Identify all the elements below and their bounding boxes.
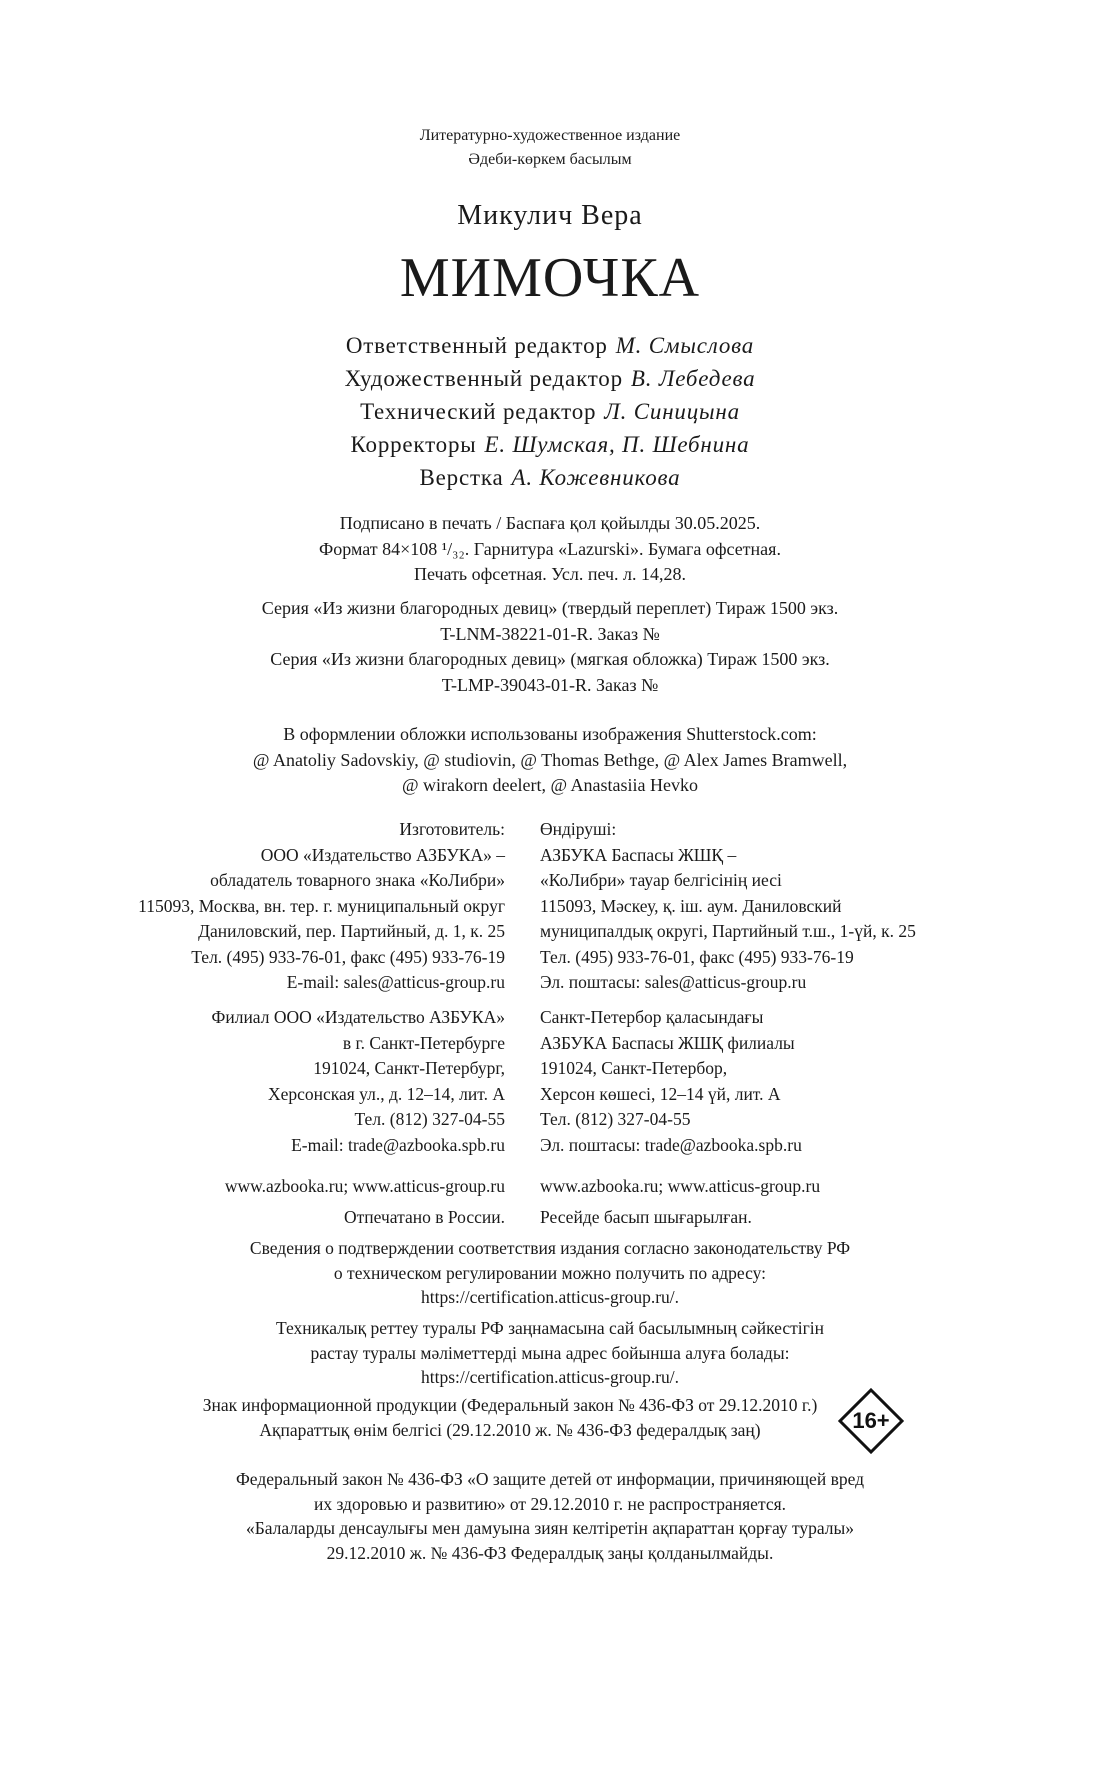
manufacturer-email: E-mail: sales@atticus-group.ru [286,972,505,992]
branch-line: Херсон көшесі, 12–14 үй, лит. А [540,1083,781,1104]
branch-email: E-mail: trade@azbooka.spb.ru [291,1134,505,1155]
law-notice-line: их здоровью и развитию» от 29.12.2010 г. не распространяется. [313,1493,787,1514]
credit-name: В. Лебедева [630,366,756,391]
book-title: МИМОЧКА [399,247,701,309]
manufacturer-line: Даниловский, пер. Партийный, д. 1, к. 25 [198,921,505,941]
manufacturer-line: ООО «Издательство АЗБУКА» – [260,844,505,865]
law-notice-line: «Балаларды денсаулығы мен дамуына зиян келтіретін ақпараттан қорғау туралы» [245,1518,855,1538]
credit-line [0,362,1100,395]
edition-type-kz: Әдеби-көркем басылым [468,151,632,168]
credit-line [0,395,1100,428]
websites-ru: www.azbooka.ru; www.atticus-group.ru [224,1176,505,1196]
credit-name: А. Кожевникова [511,465,681,490]
credit-role: Художественный редактор [344,366,623,391]
branch-line: в г. Санкт-Петербурге [342,1032,505,1053]
age-rating-badge [838,1388,904,1454]
series-line: Серия «Из жизни благородных девиц» (мягкая обложка) Тираж 1500 экз. [270,649,830,669]
format-line: Формат 84×108 ¹/₃₂. Гарнитура «Lazurski». Бумага офсетная. [319,538,781,559]
manufacturer-ru [138,817,505,996]
series-details [0,596,1100,698]
age-rating-kz: Ақпараттық өнім белгісі (29.12.2010 ж. № 436-ФЗ федералдық заң) [259,1419,761,1440]
manufacturer-line: обладатель товарного знака «КоЛибри» [210,870,505,890]
branch-line: 191024, Санкт-Петербор, [540,1058,728,1078]
law-notice [0,1467,1100,1565]
credit-role: Ответственный редактор [345,333,608,358]
manufacturer-line: 115093, Москва, вн. тер. г. муниципальный округ [138,895,505,916]
manufacturer-label: Өндіруші: [540,819,617,839]
printed-in-kz: Ресейде басып шығарылған. [540,1207,752,1227]
edition-type-ru: Литературно-художественное издание [419,127,681,144]
branch-ru [212,1005,505,1158]
author-name: Микулич Вера [457,200,643,231]
certification-kz [0,1316,1100,1390]
credit-role: Технический редактор [360,399,597,424]
credit-line [0,329,1100,362]
manufacturer-line: «КоЛибри» тауар белгісінің иесі [540,870,782,890]
law-notice-line: Федеральный закон № 436-ФЗ «О защите детей от информации, причиняющей вред [235,1469,865,1489]
branch-line: Филиал ООО «Издательство АЗБУКА» [211,1007,505,1027]
cover-credits-line: @ Anatoliy Sadovskiy, @ studiovin, @ Thomas Bethge, @ Alex James Bramwell, [252,749,848,770]
manufacturer-phone: Тел. (495) 933-76-01, факс (495) 933-76-19 [540,946,854,967]
credit-role: Верстка [419,465,504,490]
manufacturer-phone: Тел. (495) 933-76-01, факс (495) 933-76-19 [191,946,505,967]
print-details [0,511,1100,588]
credits [0,329,1100,494]
branch-phone: Тел. (812) 327-04-55 [540,1109,691,1129]
printed-in-ru: Отпечатано в России. [344,1207,505,1227]
credit-line [0,461,1100,494]
series-line: Серия «Из жизни благородных девиц» (твердый переплет) Тираж 1500 экз. [261,598,839,618]
manufacturer-line: 115093, Мәскеу, қ. іш. аум. Даниловский [540,895,842,916]
manufacturer-email: Эл. поштасы: sales@atticus-group.ru [540,972,807,992]
branch-email: Эл. поштасы: trade@azbooka.spb.ru [540,1134,802,1155]
series-code: T-LMP-39043-01-R. Заказ № [441,674,659,695]
branch-line: Херсонская ул., д. 12–14, лит. А [267,1083,505,1104]
age-rating-ru: Знак информационной продукции (Федеральный закон № 436-ФЗ от 29.12.2010 г.) [202,1395,818,1415]
certification-url: https://certification.atticus-group.ru/. [420,1287,680,1307]
websites-kz: www.azbooka.ru; www.atticus-group.ru [540,1176,821,1196]
credit-name: Е. Шумская, П. Шебнина [484,432,750,457]
credit-name: Л. Синицына [604,399,740,424]
manufacturer-kz [540,817,916,996]
credit-line [0,428,1100,461]
certification-url: https://certification.atticus-group.ru/. [420,1367,680,1387]
branch-kz [540,1005,802,1158]
credit-role: Корректоры [350,432,477,457]
print-line: Печать офсетная. Усл. печ. л. 14,28. [413,564,687,584]
law-notice-line: 29.12.2010 ж. № 436-ФЗ Федералдық заңы қолданылмайды. [326,1542,774,1563]
credit-name: М. Смыслова [615,333,755,358]
signed-date: Подписано в печать / Баспаға қол қойылды 30.05.2025. [339,513,761,533]
branch-line: АЗБУКА Баспасы ЖШҚ филиалы [540,1032,795,1053]
manufacturer-label: Изготовитель: [399,819,505,839]
branch-line: Санкт-Петербор қаласындағы [540,1007,764,1027]
edition-type [0,124,1100,172]
series-code: T-LNM-38221-01-R. Заказ № [440,623,660,644]
manufacturer-line: муниципалдық округі, Партийный т.ш., 1-үй, к. 25 [540,921,916,941]
cover-image-credits [0,722,1100,799]
certification-ru [0,1236,1100,1310]
certification-line: растау туралы мәліметтерді мына адрес бойынша алуға болады: [310,1342,790,1363]
manufacturer-line: АЗБУКА Баспасы ЖШҚ – [540,844,737,865]
age-rating-label: 16+ [852,1408,890,1433]
branch-phone: Тел. (812) 327-04-55 [354,1109,505,1129]
certification-line: Техникалық реттеу туралы РФ заңнамасына сай басылымның сәйкестігін [275,1318,825,1338]
certification-line: о техническом регулировании можно получить по адресу: [333,1262,767,1283]
cover-credits-line: @ wirakorn deelert, @ Anastasiia Hevko [401,775,699,795]
branch-line: 191024, Санкт-Петербург, [313,1058,505,1078]
cover-credits-line: В оформлении обложки использованы изображения Shutterstock.com: [283,724,817,744]
certification-line: Сведения о подтверждении соответствия издания согласно законодательству РФ [249,1238,851,1258]
